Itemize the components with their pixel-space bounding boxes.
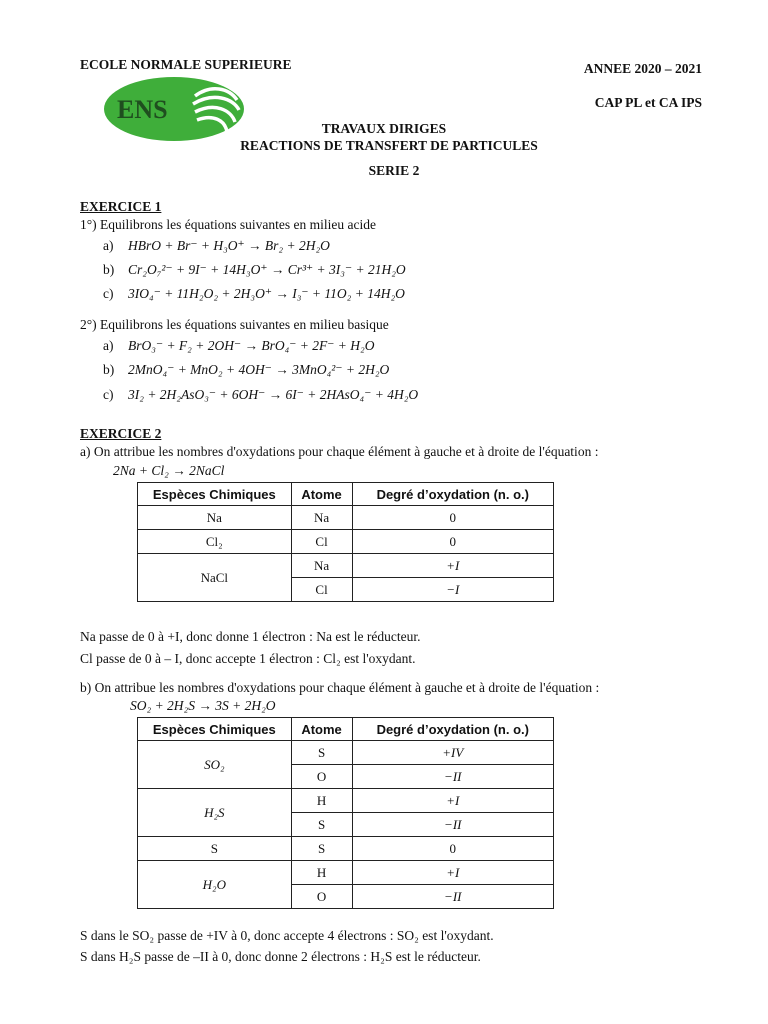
table-row <box>138 530 554 554</box>
acid-c-label: c) <box>103 286 114 301</box>
school-name: ECOLE NORMALE SUPERIEURE <box>80 57 292 72</box>
table-row <box>138 789 554 813</box>
species-cell: Na <box>138 506 292 530</box>
header-oxidation: Degré d’oxydation (n. o.) <box>352 483 553 506</box>
header-atom: Atome <box>291 483 352 506</box>
table-row <box>138 741 554 765</box>
oxidation-table-a <box>137 482 554 602</box>
table-row <box>138 506 554 530</box>
base-b-label: b) <box>103 362 115 377</box>
oxidation-cell: +I <box>352 861 553 885</box>
header-atom: Atome <box>291 718 352 741</box>
species-cell: SO₂ <box>138 741 292 789</box>
oxidation-cell: −II <box>352 885 553 909</box>
conclusion-so2: S dans le SO₂ passe de +IV à 0, donc accepte 4 électrons : SO₂ est l'oxydant. <box>80 928 494 943</box>
table-header-row <box>138 483 554 506</box>
title-reactions: REACTIONS DE TRANSFERT DE PARTICULES <box>240 138 538 153</box>
atom-cell: S <box>291 741 352 765</box>
exercise2-qb: b) On attribue les nombres d'oxydations pour chaque élément à gauche et à droite de l'équation : <box>80 680 600 695</box>
oxidation-cell: 0 <box>352 506 553 530</box>
equation-so2: SO₂ + 2H₂S → 3S + 2H₂O <box>130 698 276 713</box>
header-species: Espèces Chimiques <box>138 483 292 506</box>
oxidation-cell: 0 <box>352 530 553 554</box>
species-cell: S <box>138 837 292 861</box>
acid-equation-a: HBrO + Br⁻ + H₃O⁺ → Br₂ + 2H₂O <box>128 238 330 253</box>
atom-cell: Cl <box>291 578 352 602</box>
atom-cell: Na <box>291 554 352 578</box>
atom-cell: O <box>291 885 352 909</box>
base-equation-a: BrO₃⁻ + F₂ + 2OH⁻ → BrO₄⁻ + 2F⁻ + H₂O <box>128 338 375 353</box>
header-species: Espèces Chimiques <box>138 718 292 741</box>
exercise1-q2: 2°) Equilibrons les équations suivantes en milieu basique <box>80 317 389 332</box>
acid-b-label: b) <box>103 262 115 277</box>
table-row <box>138 861 554 885</box>
base-a-label: a) <box>103 338 114 353</box>
exercise2-title: EXERCICE 2 <box>80 426 162 441</box>
atom-cell: H <box>291 861 352 885</box>
exercise1-title: EXERCICE 1 <box>80 199 162 214</box>
oxidation-cell: +I <box>352 789 553 813</box>
oxidation-cell: −II <box>352 765 553 789</box>
title-serie: SERIE 2 <box>368 163 420 178</box>
logo-text: ENS <box>117 95 168 124</box>
atom-cell: Na <box>291 506 352 530</box>
base-equation-c: 3I₂ + 2H₂AsO₃⁻ + 6OH⁻ → 6I⁻ + 2HAsO₄⁻ + 4H₂O <box>128 387 419 402</box>
exercise2-qa: a) On attribue les nombres d'oxydations pour chaque élément à gauche et à droite de l'équation : <box>80 444 599 459</box>
table-header-row <box>138 718 554 741</box>
conclusion-h2s: S dans H₂S passe de –II à 0, donc donne 2 électrons : H₂S est le réducteur. <box>80 949 481 964</box>
species-cell: Cl₂ <box>138 530 292 554</box>
atom-cell: O <box>291 765 352 789</box>
title-td: TRAVAUX DIRIGES <box>321 121 447 136</box>
equation-nacl: 2Na + Cl₂ → 2NaCl <box>113 463 225 478</box>
atom-cell: H <box>291 789 352 813</box>
base-equation-b: 2MnO₄⁻ + MnO₂ + 4OH⁻ → 3MnO₄²⁻ + 2H₂O <box>128 362 390 377</box>
header-oxidation: Degré d’oxydation (n. o.) <box>352 718 553 741</box>
oxidation-table-b <box>137 717 554 909</box>
acid-a-label: a) <box>103 238 114 253</box>
species-cell: NaCl <box>138 554 292 602</box>
table-row <box>138 554 554 578</box>
atom-cell: Cl <box>291 530 352 554</box>
table-row <box>138 837 554 861</box>
oxidation-cell: −II <box>352 813 553 837</box>
program-name: CAP PL et CA IPS <box>594 95 702 110</box>
base-c-label: c) <box>103 387 114 402</box>
acid-equation-c: 3IO₄⁻ + 11H₂O₂ + 2H₃O⁺ → I₃⁻ + 11O₂ + 14H₂O <box>128 286 405 301</box>
species-cell: H₂O <box>138 861 292 909</box>
oxidation-cell: +I <box>352 554 553 578</box>
conclusion-cl: Cl passe de 0 à – I, donc accepte 1 électron : Cl₂ est l'oxydant. <box>80 651 416 666</box>
atom-cell: S <box>291 813 352 837</box>
conclusion-na: Na passe de 0 à +I, donc donne 1 électron : Na est le réducteur. <box>80 629 421 644</box>
atom-cell: S <box>291 837 352 861</box>
exercise1-q1: 1°) Equilibrons les équations suivantes en milieu acide <box>80 217 376 232</box>
acid-equation-b: Cr₂O₇²⁻ + 9I⁻ + 14H₃O⁺ → Cr³⁺ + 3I₃⁻ + 21H₂O <box>128 262 406 277</box>
oxidation-cell: 0 <box>352 837 553 861</box>
oxidation-cell: +IV <box>352 741 553 765</box>
species-cell: H₂S <box>138 789 292 837</box>
oxidation-cell: −I <box>352 578 553 602</box>
academic-year: ANNEE 2020 – 2021 <box>583 61 702 76</box>
